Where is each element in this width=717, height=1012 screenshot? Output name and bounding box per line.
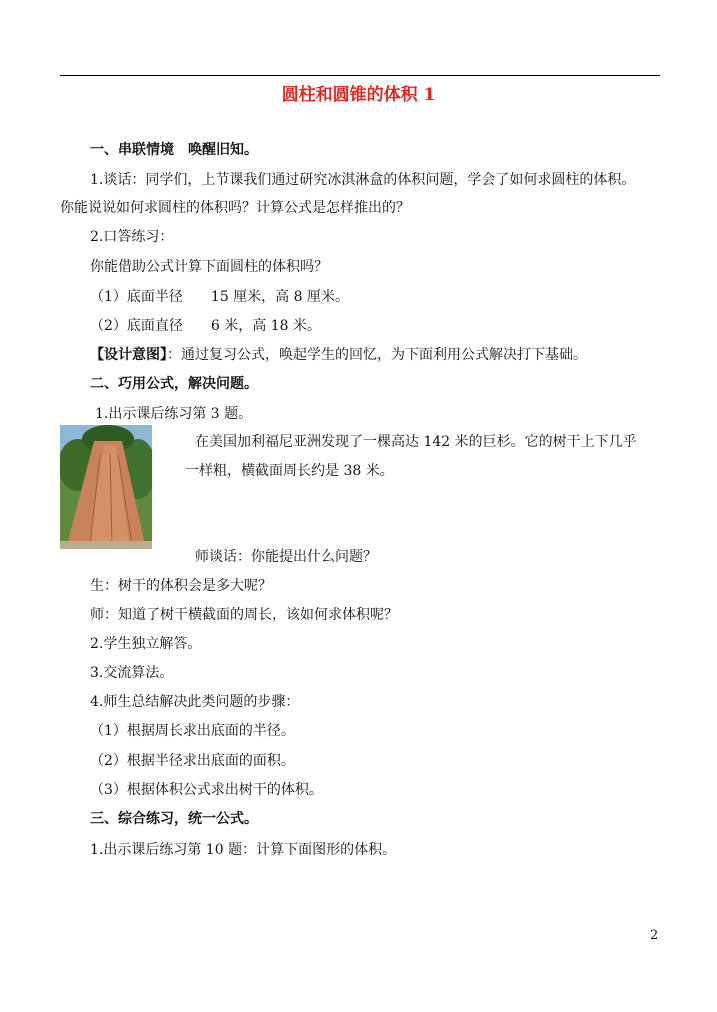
paragraph-10: 师：知道了树干横截面的周长，该如何求体积呢？ [90, 607, 398, 623]
page-number: 2 [650, 928, 659, 943]
exercise-item-2: （2）底面直径 6 米，高 18 米。 [90, 318, 321, 334]
step-item-2: （2）根据半径求出底面的面积。 [90, 753, 295, 769]
tree-problem-line-1: 在美国加利福尼亚洲发现了一棵高达 142 米的巨杉。它的树干上下几乎 [195, 434, 637, 450]
step-item-1: （1）根据周长求出底面的半径。 [90, 723, 295, 739]
paragraph-2: 2.口答练习： [90, 229, 174, 245]
sequoia-tree-photo [60, 425, 152, 549]
paragraph-9: 生：树干的体积会是多大呢？ [90, 578, 272, 594]
paragraph-8: 师谈话：你能提出什么问题？ [195, 549, 377, 565]
paragraph-1-line-1: 1.谈话：同学们，上节课我们通过研究冰淇淋盒的体积问题，学会了如何求圆柱的体积。 [90, 172, 636, 188]
section-heading-3: 三、综合练习，统一公式。 [90, 811, 258, 827]
paragraph-13: 4.师生总结解决此类问题的步骤： [90, 694, 300, 710]
tree-problem-line-2: 一样粗，横截面周长约是 38 米。 [185, 463, 394, 479]
exercise-item-1: （1）底面半径 15 厘米，高 8 厘米。 [90, 289, 349, 305]
section-heading-1: 一、串联情境 唤醒旧知。 [90, 142, 258, 158]
header-rule [60, 75, 660, 76]
paragraph-1-line-2: 你能说说如何求圆柱的体积吗？计算公式是怎样推出的？ [60, 200, 410, 216]
paragraph-11: 2.学生独立解答。 [90, 636, 202, 652]
design-intent-text: ：通过复习公式，唤起学生的回忆，为下面利用公式解决打下基础。 [167, 347, 587, 363]
design-intent-label: 【设计意图】 [90, 347, 167, 363]
paragraph-12: 3.交流算法。 [90, 665, 174, 681]
paragraph-7: 1.出示课后练习第 3 题。 [95, 406, 253, 422]
paragraph-17: 1.出示课后练习第 10 题：计算下面图形的体积。 [90, 842, 397, 858]
paragraph-3: 你能借助公式计算下面圆柱的体积吗？ [90, 259, 328, 275]
page-title: 圆柱和圆锥的体积 1 [281, 85, 436, 105]
section-heading-2: 二、巧用公式，解决问题。 [90, 376, 258, 392]
step-item-3: （3）根据体积公式求出树干的体积。 [90, 782, 323, 798]
design-intent [90, 345, 587, 365]
